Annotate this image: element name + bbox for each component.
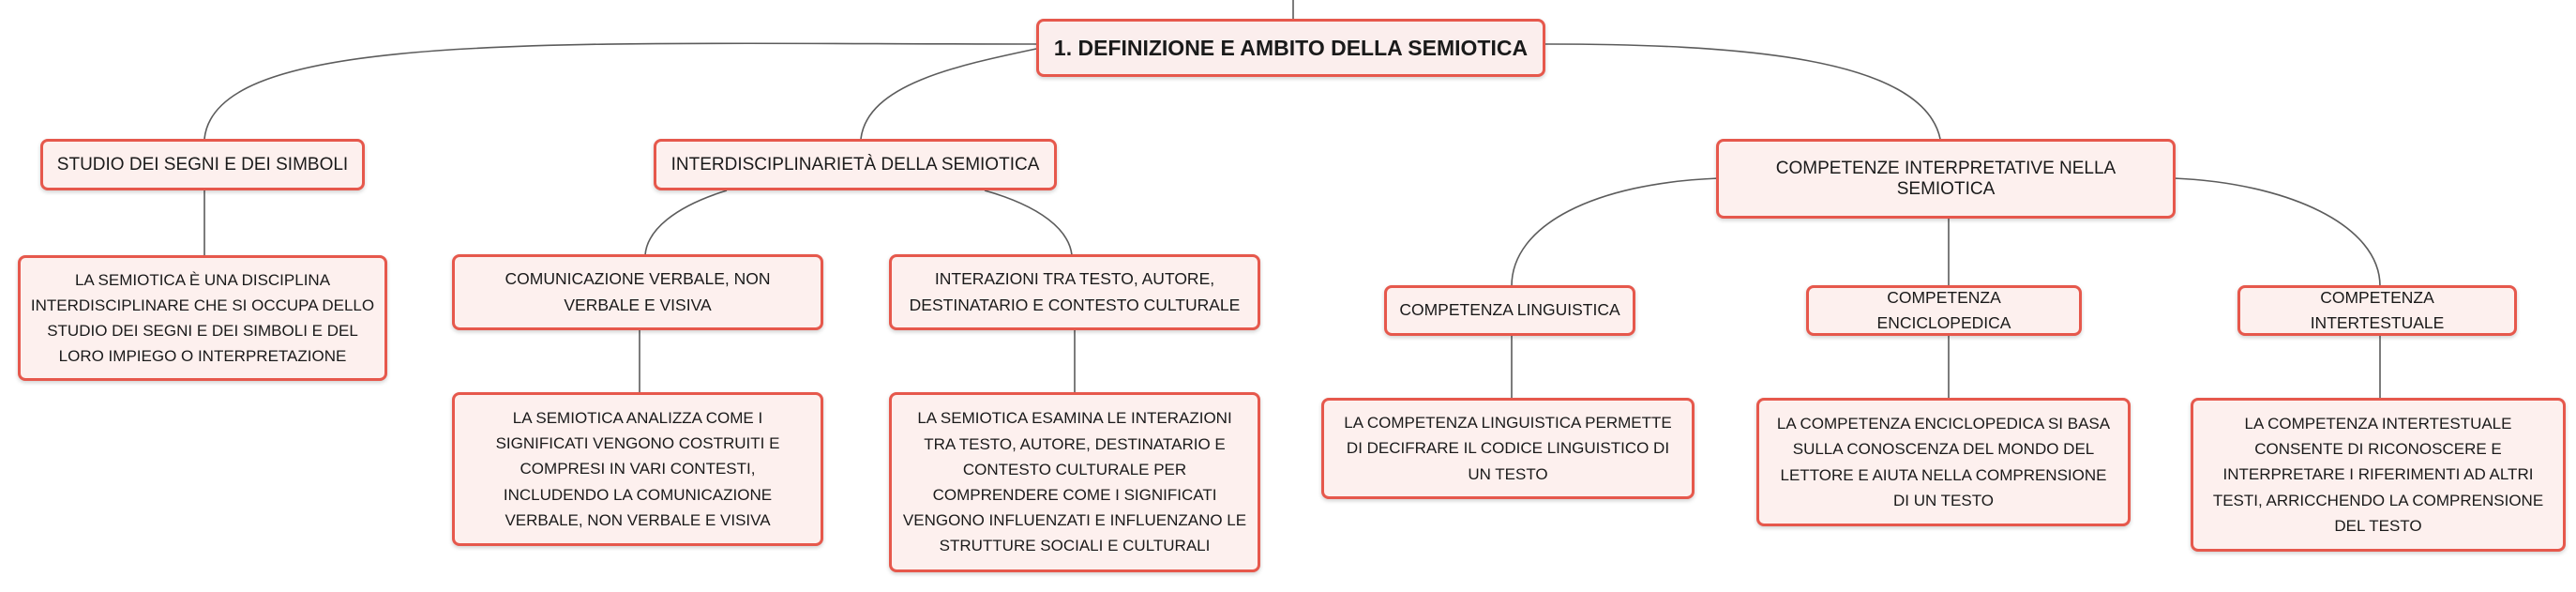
detail-text: LA SEMIOTICA ESAMINA LE INTERAZIONI TRA TESTO, AUTORE, DESTINATARIO E CONTESTO CULTURALE PER COMPRENDERE COME I SIGNIFICATI VENGONO INFLUENZATI E INFLUENZANO LE STRUTTURE SOCIALI E CULTURALI: [902, 409, 1247, 555]
subtopic-label: COMPETENZA INTERTESTUALE: [2310, 287, 2445, 332]
detail-competenza-enciclopedica[interactable]: [1756, 398, 2131, 526]
detail-competenza-linguistica[interactable]: [1321, 398, 1695, 499]
detail-studio-segni-simboli[interactable]: [18, 255, 387, 381]
connector-interdisciplinarieta-comunicazione: [645, 190, 727, 255]
connector-competenze-intertestuale: [2174, 178, 2380, 286]
root-topic-node[interactable]: [1036, 19, 1545, 77]
subtopic-competenza-intertestuale[interactable]: [2237, 285, 2517, 336]
detail-text: LA SEMIOTICA ANALIZZA COME I SIGNIFICATI VENGONO COSTRUITI E COMPRESI IN VARI CONTESTI, INCLUDENDO LA COMUNICAZIONE VERBALE, NON VERBALE E VISIVA: [495, 409, 780, 529]
detail-text: LA COMPETENZA LINGUISTICA PERMETTE DI DECIFRARE IL CODICE LINGUISTICO DI UN TESTO: [1344, 414, 1672, 483]
root-topic-label: 1. DEFINIZIONE E AMBITO DELLA SEMIOTICA: [1053, 35, 1529, 60]
topic-label: COMPETENZE INTERPRETATIVE NELLA SEMIOTICA: [1775, 158, 2117, 199]
connector-interdisciplinarieta-interazioni: [985, 190, 1072, 255]
detail-text: LA COMPETENZA ENCICLOPEDICA SI BASA SULLA CONOSCENZA DEL MONDO DEL LETTORE E AIUTA NELLA COMPRENSIONE DI UN TESTO: [1776, 415, 2111, 509]
subtopic-interazioni[interactable]: [889, 254, 1260, 330]
subtopic-competenza-linguistica[interactable]: [1384, 285, 1635, 336]
connector-root-interdisciplinarieta: [861, 49, 1036, 139]
topic-label: STUDIO DEI SEGNI E DEI SIMBOLI: [56, 154, 349, 175]
connector-competenze-linguistica: [1512, 178, 1719, 286]
connector-root-competenze: [1545, 44, 1940, 139]
topic-interdisciplinarieta[interactable]: [654, 139, 1057, 190]
subtopic-competenza-enciclopedica[interactable]: [1806, 285, 2082, 336]
detail-interazioni[interactable]: [889, 392, 1260, 572]
detail-text: LA SEMIOTICA È UNA DISCIPLINA INTERDISCIPLINARE CHE SI OCCUPA DELLO STUDIO DEI SEGNI E DEI SIMBOLI E DEL LORO IMPIEGO O INTERPRETAZIONE: [30, 270, 375, 366]
detail-competenza-intertestuale[interactable]: [2191, 398, 2566, 552]
topic-studio-segni-simboli[interactable]: [40, 139, 365, 190]
subtopic-label: COMUNICAZIONE VERBALE, NON VERBALE E VISIVA: [505, 269, 771, 314]
subtopic-comunicazione[interactable]: [452, 254, 823, 330]
detail-comunicazione[interactable]: [452, 392, 823, 546]
topic-competenze-interpretative[interactable]: [1716, 139, 2176, 219]
subtopic-label: COMPETENZA LINGUISTICA: [1399, 300, 1620, 320]
subtopic-label: COMPETENZA ENCICLOPEDICA: [1876, 287, 2011, 332]
topic-label: INTERDISCIPLINARIETÀ DELLA SEMIOTICA: [670, 154, 1040, 175]
connector-root-studio: [204, 43, 1036, 139]
detail-text: LA COMPETENZA INTERTESTUALE CONSENTE DI RICONOSCERE E INTERPRETARE I RIFERIMENTI AD ALTRI TESTI, ARRICCHENDO LA COMPRENSIONE DEL TESTO: [2212, 415, 2544, 535]
subtopic-label: INTERAZIONI TRA TESTO, AUTORE, DESTINATARIO E CONTESTO CULTURALE: [909, 269, 1241, 314]
